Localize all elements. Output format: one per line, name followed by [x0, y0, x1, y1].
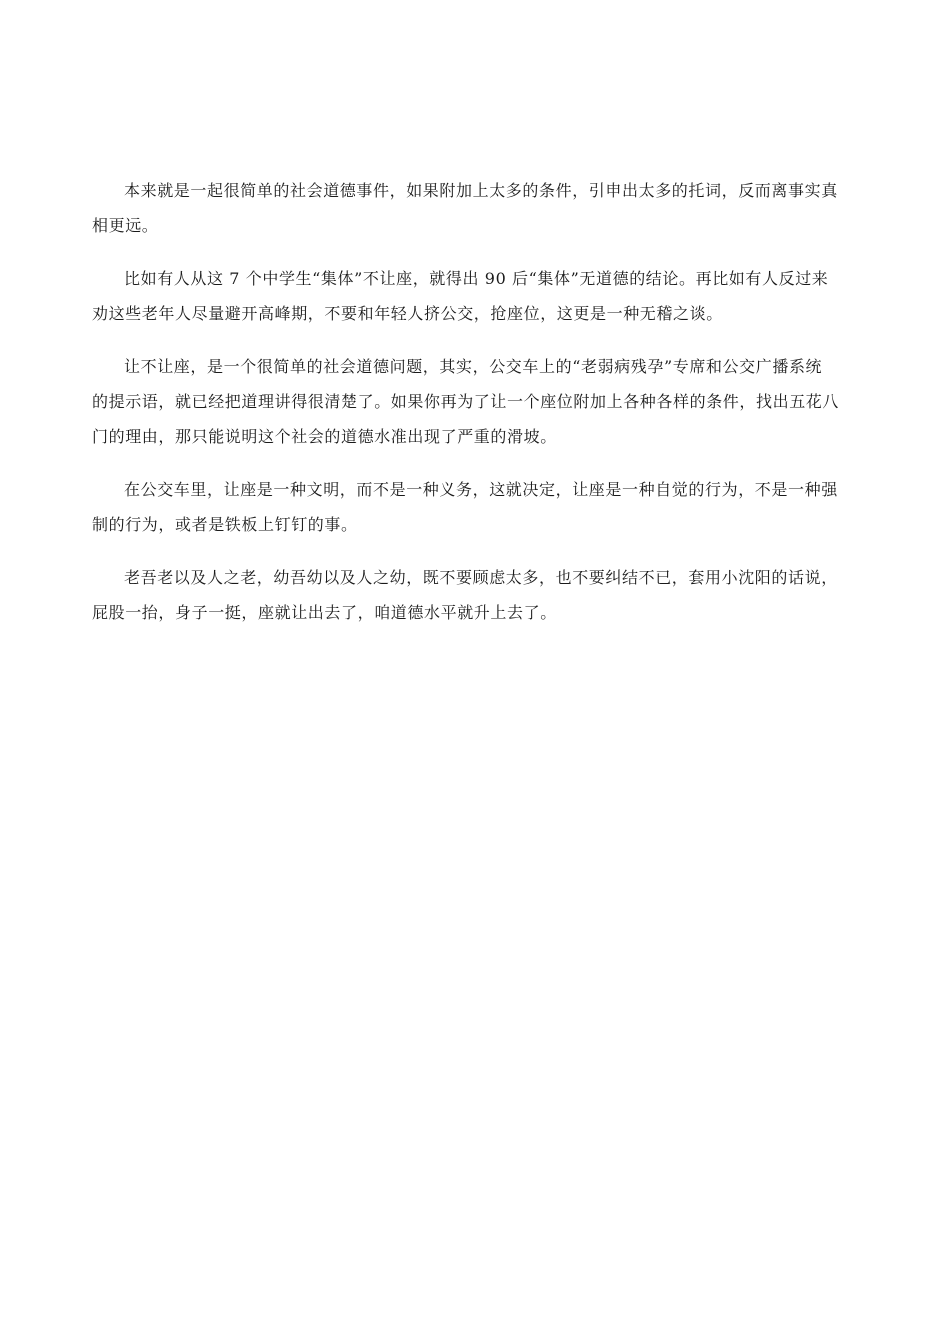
paragraph-2: [92, 261, 858, 331]
paragraph-line: 门的理由，那只能说明这个社会的道德水准出现了严重的滑坡。: [92, 427, 557, 446]
paragraph-line: 制的行为，或者是铁板上钉钉的事。: [92, 515, 358, 534]
paragraph-line: 在公交车里，让座是一种文明，而不是一种义务，这就决定，让座是一种自觉的行为，不是一种强: [124, 480, 838, 499]
document-body: [92, 173, 858, 648]
paragraph-line: 屁股一抬，身子一挺，座就让出去了，咱道德水平就升上去了。: [92, 603, 557, 622]
paragraph-line: 本来就是一起很简单的社会道德事件，如果附加上太多的条件，引申出太多的托词，反而离事实真: [124, 181, 838, 200]
paragraph-line: 让不让座，是一个很简单的社会道德问题，其实，公交车上的“老弱病残孕”专席和公交广播系统: [124, 357, 823, 376]
paragraph-line: 相更远。: [92, 216, 159, 235]
paragraph-line: 比如有人从这 7 个中学生“集体”不让座，就得出 90 后“集体”无道德的结论。再比如有人反过来: [124, 269, 829, 288]
paragraph-line: 的提示语，就已经把道理讲得很清楚了。如果你再为了让一个座位附加上各种各样的条件，找出五花八: [92, 392, 840, 411]
paragraph-line: 老吾老以及人之老，幼吾幼以及人之幼，既不要顾虑太多，也不要纠结不已，套用小沈阳的话说，: [124, 568, 838, 587]
paragraph-4: [92, 472, 858, 542]
paragraph-1: [92, 173, 858, 243]
paragraph-line: 劝这些老年人尽量避开高峰期，不要和年轻人挤公交，抢座位，这更是一种无稽之谈。: [92, 304, 723, 323]
paragraph-5: [92, 560, 858, 630]
paragraph-3: [92, 349, 858, 454]
